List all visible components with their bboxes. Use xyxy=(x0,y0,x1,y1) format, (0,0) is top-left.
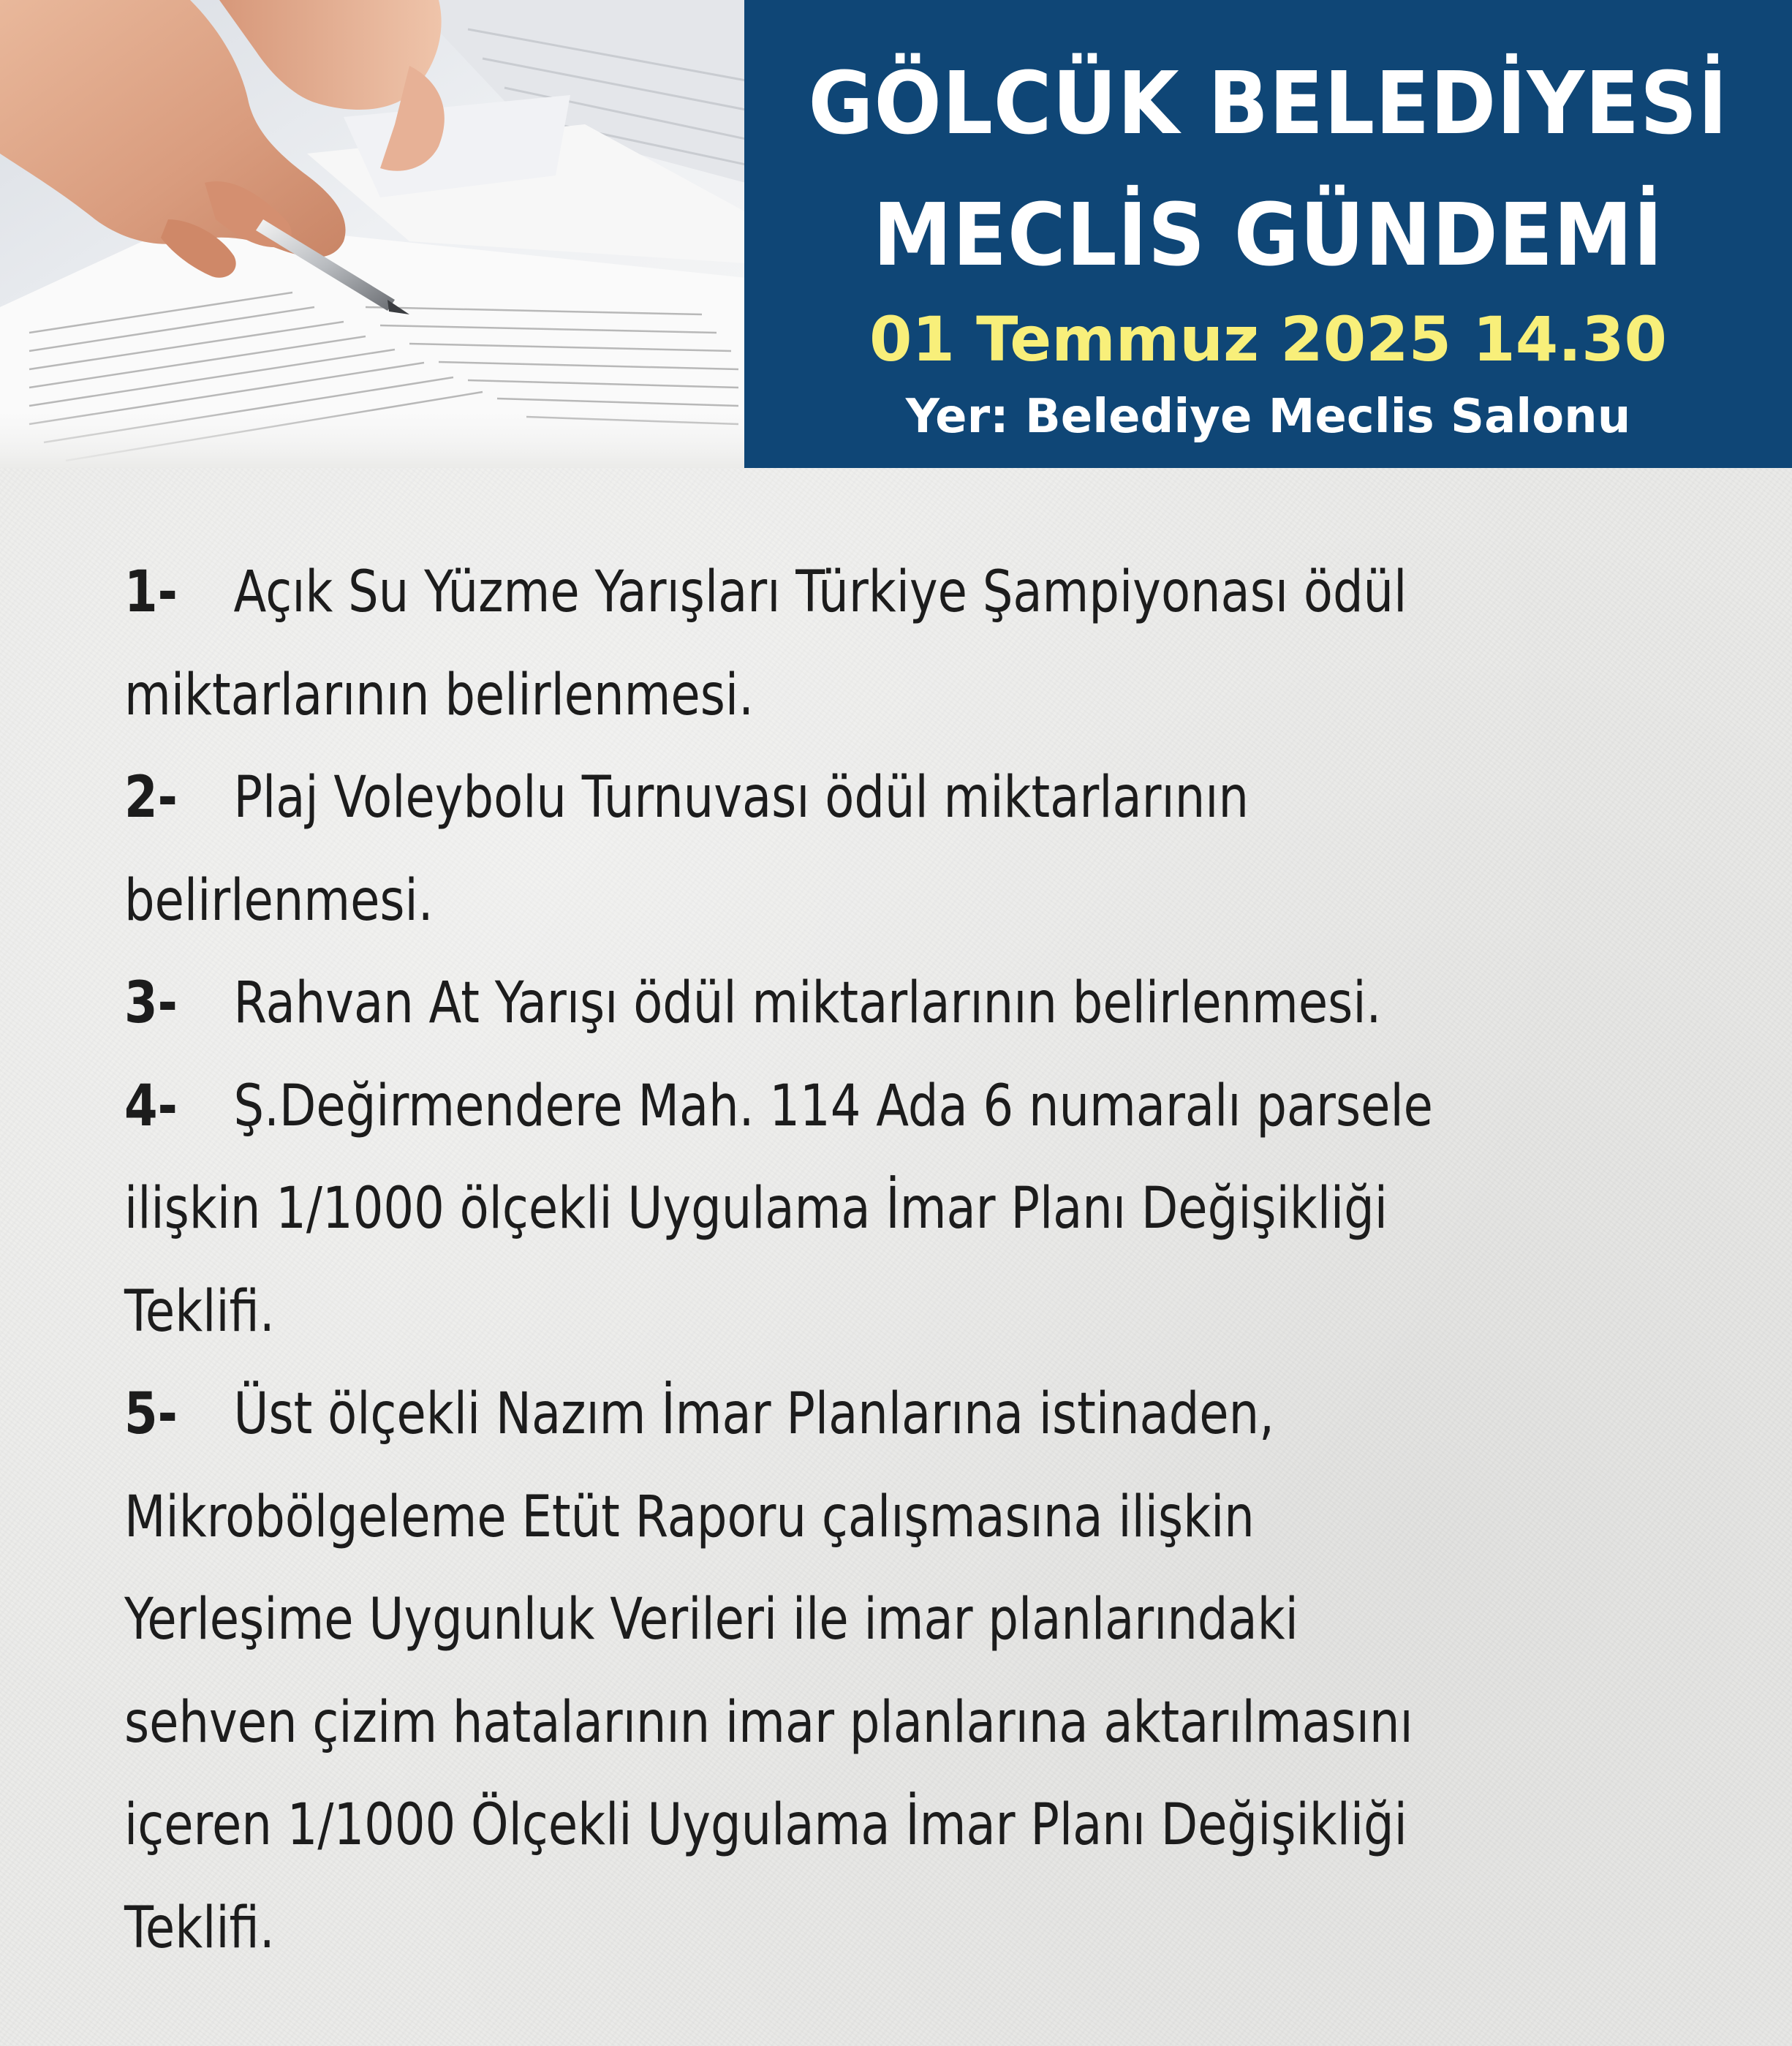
meeting-datetime: 01 Temmuz 2025 14.30 xyxy=(869,303,1667,375)
agenda-item-number: 5- xyxy=(124,1381,178,1447)
title-line-municipality: GÖLCÜK BELEDİYESİ xyxy=(808,53,1728,154)
agenda-item-number: 1- xyxy=(124,559,178,625)
agenda-item-text: Üst ölçekli Nazım İmar Planlarına istinaden, Mikrobölgeleme Etüt Raporu çalışmasına ilişkin Yerleşime Uygunluk Verileri ile imar planlarındaki sehven çizim hatalarının imar planlarına aktarılmasını içeren 1/1000 Ölçekli Uygulama İmar Planı Değişikliği Teklifi. xyxy=(124,1381,1413,1961)
title-line-agenda: MECLİS GÜNDEMİ xyxy=(872,184,1664,285)
agenda-item-5 xyxy=(124,1363,1451,1979)
agenda-item-2 xyxy=(124,747,1451,952)
agenda-item-text: Açık Su Yüzme Yarışları Türkiye Şampiyonası ödül miktarlarının belirlenmesi. xyxy=(124,559,1407,728)
agenda-item-text: Ş.Değirmendere Mah. 114 Ada 6 numaralı parsele ilişkin 1/1000 ölçekli Uygulama İmar Planı Değişikliği Teklifi. xyxy=(124,1073,1433,1345)
agenda-item-text: Rahvan At Yarışı ödül miktarlarının belirlenmesi. xyxy=(233,970,1382,1036)
writing-hands-photo xyxy=(0,0,746,468)
agenda-item-3 xyxy=(124,952,1451,1055)
agenda-item-1 xyxy=(124,541,1451,747)
title-panel xyxy=(744,0,1792,468)
agenda-item-text: Plaj Voleybolu Turnuvası ödül miktarlarının belirlenmesi. xyxy=(124,765,1250,934)
agenda-item-4 xyxy=(124,1055,1451,1364)
agenda-list xyxy=(124,541,1451,1979)
meeting-location: Yer: Belediye Meclis Salonu xyxy=(905,390,1631,444)
agenda-item-number: 2- xyxy=(124,765,178,831)
agenda-item-number: 3- xyxy=(124,970,178,1036)
agenda-item-number: 4- xyxy=(124,1073,178,1139)
